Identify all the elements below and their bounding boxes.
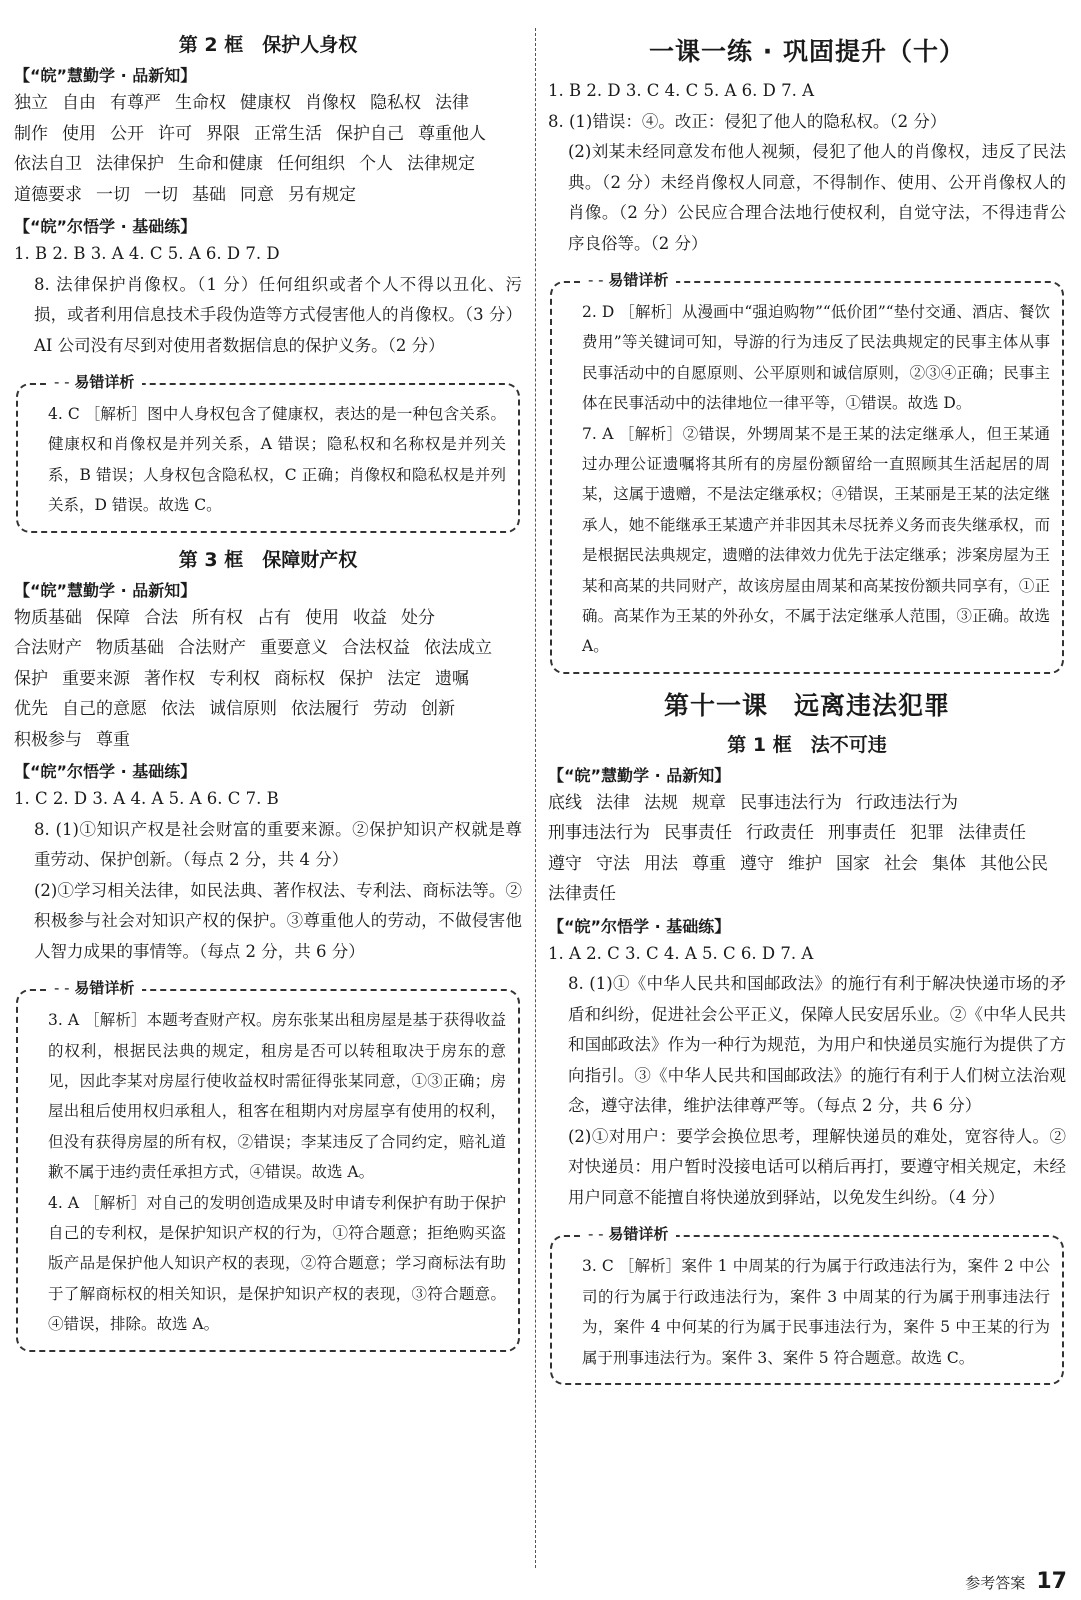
box-title: - - 易错详析 — [580, 1223, 676, 1244]
keyword: 尊重 — [96, 729, 130, 750]
keyword: 许可 — [158, 123, 192, 144]
keyword: 遵守 — [740, 853, 774, 874]
keyword: 另有规定 — [288, 184, 356, 205]
keyword: 依法 — [161, 699, 195, 720]
keyword: 处分 — [401, 607, 435, 628]
keyword: 集体 — [932, 853, 966, 874]
answer-line: 1. B 2. B 3. A 4. C 5. A 6. D 7. D — [14, 244, 280, 263]
keyword: 著作权 — [144, 668, 195, 689]
keyword: 依法成立 — [424, 638, 492, 659]
keyword: 独立 — [14, 93, 48, 113]
keyword: 法定 — [387, 668, 421, 689]
keyword: 法律规定 — [407, 154, 475, 174]
keyword: 保障 — [96, 607, 130, 628]
page-number: 17 — [1036, 1569, 1067, 1594]
keyword: 自由 — [62, 93, 96, 113]
keyword: 法律 — [596, 792, 630, 813]
keyword: 合法 — [144, 607, 178, 628]
answer-paragraph: (2)刘某未经同意发布他人视频，侵犯了他人的肖像权，违反了民法典。（2 分）未经肖像权人同意，不得制作、使用、公开肖像权人的肖像。（2 分）公民应合理合法地行使权利，自觉守法，不得违背公序良俗等。（2 分） — [568, 142, 1066, 253]
subsection-heading: 【“皖”慧勤学 · 品新知】 — [14, 580, 197, 600]
lesson-title: 第十一课 远离违法犯罪 — [663, 690, 950, 720]
keyword: 健康权 — [240, 93, 291, 113]
keyword: 诚信原则 — [209, 699, 277, 720]
subsection-heading: 【“皖”尔悟学 · 基础练】 — [548, 916, 731, 936]
error-analysis-box — [16, 979, 520, 1351]
keyword: 刑事违法行为 — [548, 823, 650, 844]
keyword: 国家 — [836, 853, 870, 874]
keyword: 有尊严 — [110, 93, 161, 113]
keyword: 法规 — [644, 792, 678, 813]
keyword: 生命和健康 — [178, 154, 263, 174]
keyword: 用法 — [644, 853, 678, 874]
error-analysis-box — [550, 271, 1064, 674]
analysis-paragraph: 2. D ［解析］从漫画中“强迫购物”“低价团”“垫付交通、酒店、餐饮费用”等关键词可知，导游的行为违反了民法典规定的民事主体从事民事活动中的自愿原则、公平原则和诚信原则，②③④正确；民事主体在民事活动中的法律地位一律平等，①错误。故选 D。 — [582, 303, 1050, 413]
page-footer — [965, 1569, 1067, 1594]
keyword: 道德要求 — [14, 184, 82, 205]
keyword: 民事责任 — [664, 823, 732, 844]
left-column — [14, 28, 522, 1364]
keyword: 社会 — [884, 853, 918, 874]
keyword: 使用 — [62, 123, 96, 144]
keyword: 商标权 — [274, 668, 325, 689]
answer-paragraph: 8. 法律保护肖像权。（1 分）任何组织或者个人不得以丑化、污损，或者利用信息技术手段伪造等方式侵害他人的肖像权。（3 分）AI 公司没有尽到对使用者数据信息的保护义务。（2 分） — [34, 274, 522, 355]
keyword: 犯罪 — [910, 823, 944, 844]
keyword: 法律责任 — [958, 823, 1026, 844]
keyword: 公开 — [110, 123, 144, 144]
keyword: 法律责任 — [548, 884, 616, 905]
keyword: 行政责任 — [746, 823, 814, 844]
keyword: 一切 — [96, 184, 130, 205]
keyword: 劳动 — [373, 699, 407, 720]
answer-line: 1. C 2. D 3. A 4. A 5. A 6. C 7. B — [14, 789, 279, 809]
keyword: 物质基础 — [96, 638, 164, 659]
section-title: 第 1 框 法不可违 — [727, 733, 887, 756]
subsection-heading: 【“皖”尔悟学 · 基础练】 — [14, 762, 197, 782]
keyword: 维护 — [788, 853, 822, 874]
keyword: 肖像权 — [305, 93, 356, 113]
keyword: 所有权 — [192, 607, 243, 628]
error-analysis-box — [16, 373, 520, 533]
keyword: 一切 — [144, 184, 178, 205]
section-title: 第 3 框 保障财产权 — [178, 548, 358, 571]
keyword-list — [548, 788, 1066, 910]
analysis-paragraph: 4. C ［解析］图中人身权包含了健康权，表达的是一种包含关系。健康权和肖像权是并列关系，A 错误；隐私权和名称权是并列关系，B 错误；人身权包含隐私权，C 正确；肖像权和隐私权是并列关系，D 错误。故选 C。 — [48, 405, 506, 515]
keyword: 优先 — [14, 699, 48, 720]
subsection-heading: 【“皖”慧勤学 · 品新知】 — [548, 765, 731, 785]
column-divider — [535, 28, 536, 1568]
keyword: 遗嘱 — [435, 668, 469, 689]
keyword: 保护自己 — [336, 123, 404, 144]
keyword: 创新 — [421, 699, 455, 720]
analysis-paragraph: 3. A ［解析］本题考查财产权。房东张某出租房屋是基于获得收益的权利，根据民法典的规定，租房是否可以转租取决于房东的意见，因此李某对房屋行使收益权时需征得张某同意，①③正确；房屋出租后使用权归承租人，租客在租期内对房屋享有使用的权利，但没有获得房屋的所有权，②错误；李某违反了合同约定，赔礼道歉不属于违约责任承担方式，④错误。故选 A。 — [48, 1011, 506, 1182]
keyword: 重要来源 — [62, 668, 130, 689]
keyword: 基础 — [192, 184, 226, 205]
keyword: 物质基础 — [14, 607, 82, 628]
analysis-paragraph: 4. A ［解析］对自己的发明创造成果及时申请专利保护有助于保护自己的专利权，是保护知识产权的行为，①符合题意；拒绝购买盗版产品是保护他人知识产权的表现，②符合题意；学习商标法有助于了解商标权的相关知识，是保护知识产权的表现，③符合题意。④错误，排除。故选 A。 — [48, 1193, 506, 1334]
section-title: 第 2 框 保护人身权 — [178, 34, 358, 56]
keyword: 个人 — [359, 154, 393, 174]
keyword: 规章 — [692, 792, 726, 813]
box-title: - - 易错详析 — [46, 977, 142, 998]
keyword: 专利权 — [209, 668, 260, 689]
keyword: 底线 — [548, 792, 582, 813]
analysis-paragraph: 3. C ［解析］案件 1 中周某的行为属于行政违法行为，案件 2 中公司的行为属于行政违法行为，案件 3 中周某的行为属于刑事违法行为，案件 4 中何某的行为属于民事违法行为，案件 5 中王某的行为属于刑事违法行为。案件 3、案件 5 符合题意。故选 C。 — [582, 1257, 1050, 1367]
keyword: 守法 — [596, 853, 630, 874]
keyword: 生命权 — [175, 93, 226, 113]
keyword: 其他公民 — [980, 853, 1048, 874]
keyword: 依法自卫 — [14, 154, 82, 174]
answer-paragraph: 8. (1)①《中华人民共和国邮政法》的施行有利于解决快递市场的矛盾和纠纷，促进社会公平正义，保障人民安居乐业。②《中华人民共和国邮政法》作为一种行为规范，为用户和快递员实施行为提供了方向指引。③《中华人民共和国邮政法》的施行有利于人们树立法治观念，遵守法律，维护法律尊严等。（每点 2 分，共 6 分） — [568, 974, 1066, 1116]
subsection-heading: 【“皖”尔悟学 · 基础练】 — [14, 217, 197, 236]
box-title: - - 易错详析 — [46, 371, 142, 392]
answer-paragraph: (2)①学习相关法律，如民法典、著作权法、专利法、商标法等。②积极参与社会对知识产权的保护。③尊重他人的劳动，不做侵害他人智力成果的事情等。（每点 2 分，共 6 分） — [34, 880, 522, 961]
analysis-paragraph: 7. A ［解析］②错误，外甥周某不是王某的法定继承人，但王某通过办理公证遗嘱将其所有的房屋份额留给一直照顾其生活起居的周某，这属于遗赠，不是法定继承权；④错误，王某丽是王某的法定继承人，她不能继承王某遗产并非因其未尽抚养义务而丧失继承权，而是根据民法典规定，遗赠的法律效力优先于法定继承；涉案房屋为王某和高某的共同财产，故该房屋由周某和高某按份额共同享有，①正确。高某作为王某的外孙女，不属于法定继承人范围，③正确。故选 A。 — [582, 424, 1050, 656]
keyword: 民事违法行为 — [740, 792, 842, 813]
keyword: 合法权益 — [342, 638, 410, 659]
keyword: 界限 — [206, 123, 240, 144]
answer-paragraph: 8. (1)错误：④。改正：侵犯了他人的隐私权。（2 分） — [548, 111, 947, 131]
keyword-list — [14, 603, 522, 756]
keyword: 保护 — [14, 668, 48, 689]
answer-line: 1. B 2. D 3. C 4. C 5. A 6. D 7. A — [548, 81, 815, 100]
keyword: 合法财产 — [178, 638, 246, 659]
exercise-title: 一课一练 · 巩固提升（十） — [649, 37, 965, 66]
keyword: 正常生活 — [254, 123, 322, 144]
footer-label: 参考答案 — [965, 1574, 1026, 1592]
keyword-list — [14, 88, 522, 210]
keyword: 任何组织 — [277, 154, 345, 174]
subsection-heading: 【“皖”慧勤学 · 品新知】 — [14, 66, 197, 85]
keyword: 重要意义 — [260, 638, 328, 659]
right-column — [548, 28, 1066, 1397]
keyword: 合法财产 — [14, 638, 82, 659]
keyword: 尊重他人 — [418, 123, 486, 144]
keyword: 收益 — [353, 607, 387, 628]
error-analysis-box — [550, 1225, 1064, 1385]
keyword: 保护 — [339, 668, 373, 689]
keyword: 行政违法行为 — [856, 792, 958, 813]
keyword: 法律 — [435, 93, 469, 113]
keyword: 自己的意愿 — [62, 699, 147, 720]
keyword: 积极参与 — [14, 729, 82, 750]
keyword: 刑事责任 — [828, 823, 896, 844]
keyword: 使用 — [305, 607, 339, 628]
box-title: - - 易错详析 — [580, 269, 676, 290]
keyword: 法律保护 — [96, 154, 164, 174]
keyword: 制作 — [14, 123, 48, 144]
keyword: 同意 — [240, 184, 274, 205]
keyword: 占有 — [257, 607, 291, 628]
keyword: 隐私权 — [370, 93, 421, 113]
keyword: 遵守 — [548, 853, 582, 874]
keyword: 依法履行 — [291, 699, 359, 720]
answer-line: 1. A 2. C 3. C 4. A 5. C 6. D 7. A — [548, 943, 814, 963]
answer-paragraph: 8. (1)①知识产权是社会财富的重要来源。②保护知识产权就是尊重劳动、保护创新。（每点 2 分，共 4 分） — [34, 819, 522, 870]
keyword: 尊重 — [692, 853, 726, 874]
answer-paragraph: (2)①对用户：要学会换位思考，理解快递员的难处，宽容待人。②对快递员：用户暂时没接电话可以稍后再打，要遵守相关规定，未经用户同意不能擅自将快递放到驿站，以免发生纠纷。（4 分） — [568, 1126, 1066, 1207]
